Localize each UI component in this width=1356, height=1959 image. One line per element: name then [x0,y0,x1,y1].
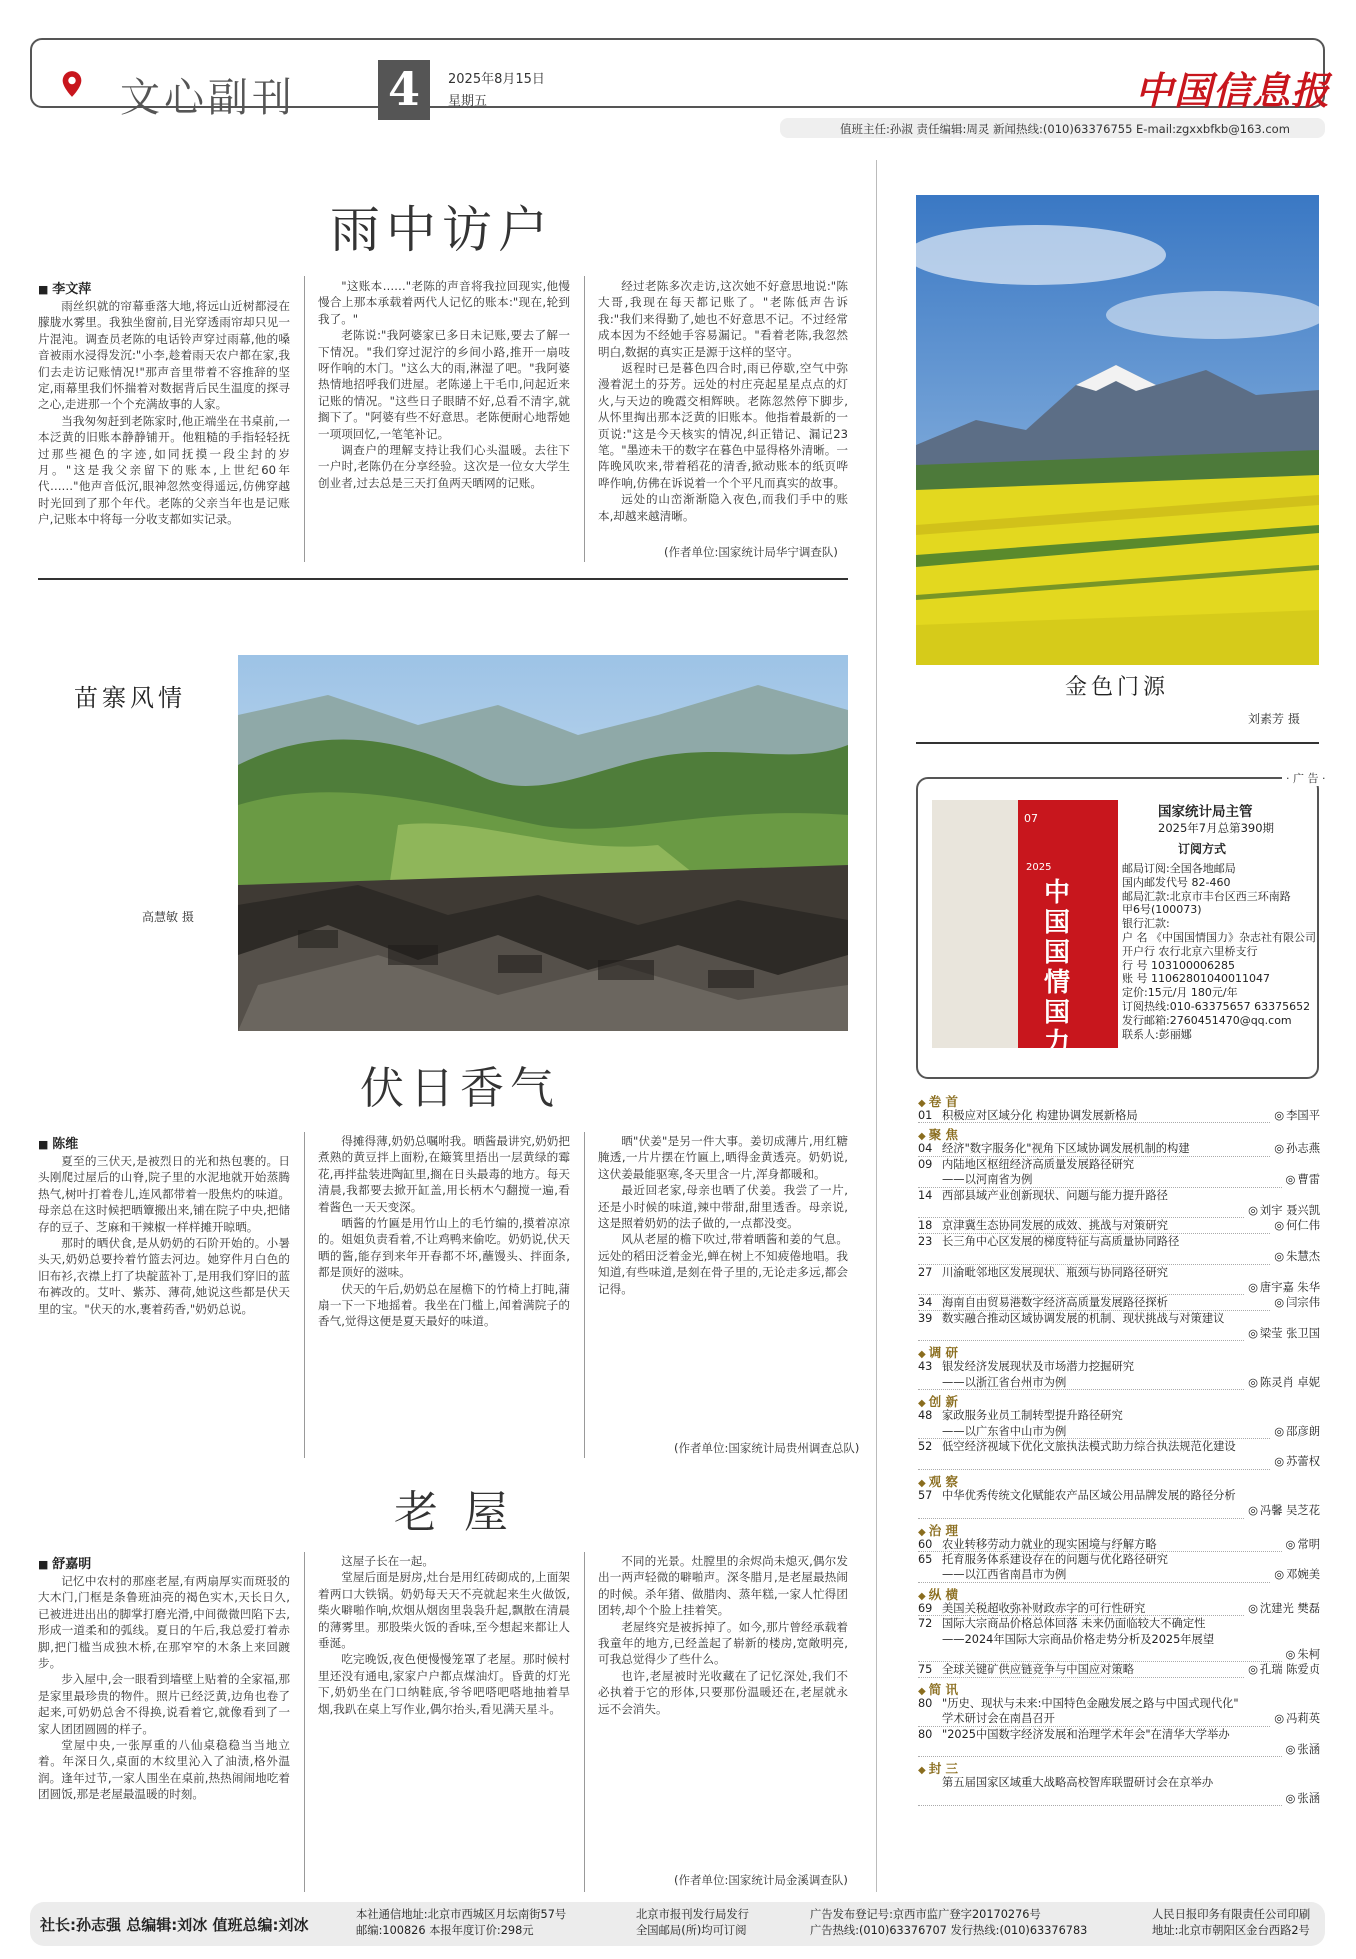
toc-author: ◎ 朱柯 [1282,1647,1320,1662]
toc-entry [918,1616,1320,1631]
toc-title: 学术研讨会在南昌召开 [942,1712,1055,1726]
ad-issue-info: 2025年7月总第390期 [1158,821,1275,835]
ad-line: 甲6号(100073) [1122,903,1202,917]
paragraph: 吃完晚饭,夜色便慢慢笼罩了老屋。那时候村里还没有通电,家家户户都点煤油灯。昏黄的灯光下,奶奶坐在门口纳鞋底,爷爷吧嗒吧嗒地抽着旱烟,我趴在桌上写作业,偶尔抬头,看见满天星斗。 [318,1652,570,1716]
paragraph: 伏天的午后,奶奶总在屋檐下的竹椅上打盹,蒲扇一下一下地摇着。我坐在门槛上,闻着满院子的香气,觉得这便是夏天最好的味道。 [318,1281,570,1329]
toc-page-number: 75 [918,1663,933,1677]
article2-column-1 [38,1153,290,1455]
article1-column-1 [38,298,290,560]
toc-section-heading: ◆ 创 新 [918,1392,1320,1408]
toc-page-number: 80 [918,1696,933,1710]
toc-entry [918,1234,1320,1249]
toc-entry [918,1408,1320,1423]
paragraph: 堂屋后面是厨房,灶台是用红砖砌成的,上面架着两口大铁锅。奶奶每天天不亮就起来生火做饭,柴火噼啪作响,炊烟从烟囱里袅袅升起,飘散在清晨的薄雾里。那股柴火饭的香味,至今想起来都让人垂涎。 [318,1570,570,1651]
toc-entry [918,1439,1320,1454]
toc-title: ——以河南省为例 [942,1173,1033,1187]
article3-byline: ■ 舒嘉明 [38,1553,91,1572]
article3-column-1 [38,1573,290,1891]
toc-entry [918,1662,1320,1677]
paragraph: 夏至的三伏天,是被烈日的光和热包裹的。日头刚爬过屋后的山脊,院子里的水泥地就开始蒸腾热气,树叶打着卷儿,连风都带着一股焦灼的味道。母亲总在这时候把晒簟搬出来,铺在院子中央,把储存的豆子、芝麻和干辣椒一样样摊开晾晒。 [38,1154,290,1234]
magazine-back-cover [932,800,1020,1048]
toc-title: 国际大宗商品价格总体回落 未来仍面临较大不确定性 [942,1617,1206,1631]
toc-page-number: 80 [918,1727,933,1741]
paragraph: 记忆中农村的那座老屋,有两扇厚实而斑驳的大木门,门框是条鲁班油亮的褐色实木,天长日久,已被进进出出的脚掌打磨光滑,中间微微凹陷下去,形成一道柔和的弧线。夏日的午后,我总爱打着赤脚,把门槛当成独木桥,在那窄窄的木条上来回踱步。 [38,1574,290,1671]
toc-page-number: 52 [918,1440,933,1454]
toc-page-number: 48 [918,1409,933,1423]
paragraph: 步入屋中,会一眼看到墙壁上贴着的全家福,那是家里最珍贵的物件。照片已经泛黄,边角也卷了起来,可奶奶总舍不得换,说看着它,就像看到了一家人团团圆圆的样子。 [38,1672,290,1736]
toc-entry [918,1265,1320,1280]
article1-column-3 [598,278,848,540]
ad-tag: · 广 告 · [1282,770,1329,786]
toc-page-number: 27 [918,1265,933,1279]
toc-title: 西部县域产业创新现状、问题与能力提升路径 [942,1188,1168,1202]
toc-page-number: 34 [918,1296,933,1310]
ad-order-details [1122,862,1317,1041]
article2-byline: ■ 陈维 [38,1133,78,1152]
photo1-credit: 高慧敏 摄 [142,910,194,924]
toc-section-heading: ◆ 卷 首 [918,1092,1320,1108]
toc-author: ◎ 陈灵肖 卓妮 [1244,1375,1320,1390]
toc-entry [918,1172,1320,1187]
photo1-title: 苗寨风情 [74,684,186,712]
toc-title: 托育服务体系建设存在的问题与优化路径研究 [942,1552,1168,1566]
paragraph: 晒"伏姜"是另一件大事。姜切成薄片,用红糖腌透,一片片摆在竹匾上,晒得金黄透亮。奶奶说,这伏姜最能驱寒,冬天里含一片,浑身都暖和。 [598,1134,848,1181]
toc-entry [918,1488,1320,1503]
toc-entry [918,1359,1320,1374]
toc-author: ◎ 孔瑞 陈爱贞 [1244,1662,1320,1677]
toc-entry [918,1280,1320,1295]
issue-date: 2025年8月15日 [448,72,545,87]
ad-line: 开户行 农行北京六里桥支行 [1122,944,1258,958]
footer-address-1: 本社通信地址:北京市西城区月坛南街57号 [356,1908,567,1921]
masthead-logo: 中国信息报 [1135,68,1331,113]
golden-menyuan-photo [916,195,1319,665]
toc-author: ◎ 张涵 [1282,1742,1320,1757]
toc-author: ◎ 张涵 [1282,1791,1320,1806]
toc-entry [918,1775,1320,1790]
paragraph: 也许,老屋被时光收藏在了记忆深处,我们不必执着于它的形体,只要那份温暖还在,老屋就永远不会消失。 [598,1668,848,1716]
paragraph: 不同的光景。灶膛里的余烬尚未熄灭,偶尔发出一两声轻微的噼啪声。深冬腊月,是老屋最热闹的时候。杀年猪、做腊肉、蒸年糕,一家人忙得团团转,却个个脸上挂着笑。 [598,1554,848,1618]
ad-line: 账 号 11062801040011047 [1122,972,1270,986]
paragraph: 远处的山峦渐渐隐入夜色,而我们手中的账本,却越来越清晰。 [598,492,848,523]
article1-column-2 [318,278,570,562]
footer-ad-1: 广告发布登记号:京西市监广登字20170276号 [810,1908,1041,1921]
toc-page-number: 57 [918,1488,933,1502]
toc-author: ◎ 孙志燕 [1270,1141,1320,1156]
toc-title: 川渝毗邻地区发展现状、瓶颈与协同路径研究 [942,1265,1168,1279]
toc-entry [918,1295,1320,1310]
paragraph: 得摊得薄,奶奶总嘱咐我。晒酱最讲究,奶奶把煮熟的黄豆拌上面粉,在簸箕里捂出一层黄绿的霉花,再拌盐装进陶缸里,搁在日头最毒的地方。每天清晨,我都要去掀开缸盖,用长柄木勺翻搅一遍,看着酱色一天天变深。 [318,1134,570,1214]
paragraph: 那时的晒伏食,是从奶奶的石阶开始的。小暑头天,奶奶总要拎着竹篮去河边。她穿件月白色的旧布衫,衣襟上打了块靛蓝补丁,是用我们穿旧的蓝布裤改的。艾叶、紫苏、薄荷,她说这些都是伏天里的宝。"伏天的水,裹着药香,"奶奶总说。 [38,1236,290,1316]
article2-headline: 伏日香气 [360,1063,560,1114]
footer-ad-2: 广告热线:(010)63376707 发行热线:(010)63376783 [810,1924,1088,1937]
ad-line: 银行汇款: [1122,917,1170,931]
toc-author: ◎ 邓婉美 [1270,1567,1320,1582]
toc-title: 第五届国家区域重大战略高校智库联盟研讨会在京举办 [942,1776,1214,1790]
toc-page-number: 39 [918,1311,933,1325]
toc-entry [918,1424,1320,1439]
article2-author-note: (作者单位:国家统计局贵州调查总队) [674,1441,860,1455]
ad-line: 邮局订阅:全国各地邮局 [1122,862,1236,875]
toc-entry [918,1552,1320,1567]
section-title: 文心副刊 [120,75,296,121]
toc-entry [918,1188,1320,1203]
toc-page-number: 01 [918,1109,933,1122]
toc-page-number: 04 [918,1142,933,1156]
toc-title: 美国关税超收弥补财政赤字的可行性研究 [942,1601,1146,1615]
paragraph: 雨丝织就的帘幕垂落大地,将远山近树都浸在朦胧水雾里。我独坐窗前,目光穿透雨帘却只见一片混沌。调查员老陈的电话铃声穿过雨幕,他的嗓音被雨水浸得发沉:"小李,趁着雨天农户都在家,我们去走访记账情况!"那声音里带着不容推辞的坚定,雨幕里我们怀揣着对数据背后民生温度的探寻之心,走进那一个个充满故事的人家。 [38,299,290,412]
toc-title: ——以江西省南昌市为例 [942,1568,1067,1582]
ad-line: 订阅热线:010-63375657 63375652 [1122,999,1311,1013]
magazine-table-of-contents [918,1090,1320,1806]
toc-entry [918,1141,1320,1156]
article3-column-2 [318,1553,570,1891]
toc-author: ◎ 李国平 [1270,1108,1320,1123]
toc-entry [918,1108,1320,1123]
paragraph: "这账本……"老陈的声音将我拉回现实,他慢慢合上那本承载着两代人记忆的账本:"现在,轮到我了。" [318,279,570,326]
toc-entry [918,1218,1320,1233]
paragraph: 调查户的理解支持让我们心头温暖。去往下一户时,老陈仍在分享经验。这次是一位女大学生创业者,过去总是三天打鱼两天晒网的记账。 [318,443,570,490]
toc-entry [918,1727,1320,1742]
article3-headline: 老 屋 [394,1487,514,1538]
footer-dist-1: 北京市报刊发行局发行 [636,1908,749,1921]
toc-author: ◎ 冯莉英 [1270,1711,1320,1726]
toc-entry [918,1311,1320,1326]
toc-author: ◎ 闫宗伟 [1270,1295,1320,1310]
footer-print-2: 地址:北京市朝阳区金台西路2号 [1152,1924,1310,1937]
article1-headline: 雨中访户 [330,201,554,259]
toc-title: ——以广东省中山市为例 [942,1424,1067,1438]
paragraph: 最近回老家,母亲也晒了伏姜。我尝了一片,还是小时候的味道,辣中带甜,甜里透香。母亲说,这是照着奶奶的法子做的,一点都没变。 [598,1183,848,1231]
issue-weekday: 星期五 [448,94,488,109]
page-number: 4 [378,60,430,120]
toc-title: ——以浙江省台州市为例 [942,1375,1067,1389]
toc-author: ◎ 邵彦朗 [1270,1424,1320,1439]
ad-line: 国内邮发代号 82-460 [1122,875,1231,889]
toc-entry [918,1157,1320,1172]
toc-page-number: 69 [918,1601,933,1615]
toc-section-heading: ◆ 聚 焦 [918,1125,1320,1141]
toc-author: ◎ 梁莹 张卫国 [1244,1326,1320,1341]
toc-entry [918,1601,1320,1616]
toc-title: 海南自由贸易港数字经济高质量发展路径探析 [942,1296,1168,1310]
toc-entry [918,1326,1320,1341]
photo2-credit: 刘素芳 摄 [1248,712,1300,726]
magazine-issue: 07 [1024,812,1038,825]
toc-page-number: 65 [918,1552,933,1566]
toc-page-number: 43 [918,1360,933,1374]
article3-author-note: (作者单位:国家统计局金溪调查队) [674,1873,848,1887]
toc-section-heading: ◆ 观 察 [918,1472,1320,1488]
toc-author: ◎ 刘宇 聂兴凯 [1244,1203,1320,1218]
toc-author: ◎ 苏蕾权 [1270,1454,1320,1469]
toc-section-heading: ◆ 封 三 [918,1759,1320,1775]
toc-entry [918,1537,1320,1552]
toc-page-number: 72 [918,1617,933,1631]
toc-title: 经济"数字服务化"视角下区域协调发展机制的构建 [942,1142,1190,1156]
toc-author: ◎ 唐宇嘉 朱华 [1244,1280,1320,1295]
toc-entry [918,1454,1320,1469]
toc-title: 家政服务业员工制转型提升路径研究 [942,1409,1123,1423]
toc-entry [918,1249,1320,1264]
toc-entry [918,1647,1320,1662]
toc-section-heading: ◆ 调 研 [918,1343,1320,1359]
paragraph: 老屋终究是被拆掉了。如今,那片曾经承载着我童年的地方,已经盖起了崭新的楼房,宽敞明亮,可我总觉得少了些什么。 [598,1619,848,1667]
toc-title: 长三角中心区发展的梯度特征与高质量协同路径 [942,1234,1180,1248]
miao-village-photo [238,655,848,1031]
article3-column-3 [598,1553,848,1869]
toc-author: ◎ 何仁伟 [1270,1218,1320,1233]
toc-entry [918,1742,1320,1757]
toc-section-heading: ◆ 纵 横 [918,1585,1320,1601]
toc-title: "历史、现状与未来:中国特色金融发展之路与中国式现代化" [942,1696,1239,1710]
toc-title: "2025中国数字经济发展和治理学术年会"在清华大学举办 [942,1727,1230,1741]
ad-line: 发行邮箱:2760451470@qq.com [1122,1013,1292,1027]
article2-column-2 [318,1133,570,1455]
ad-line: 邮局汇款:北京市丰台区西三环南路 [1122,889,1291,903]
toc-author: ◎ 沈建光 樊磊 [1244,1601,1320,1616]
photo2-title: 金色门源 [1065,675,1170,700]
toc-entry [918,1791,1320,1806]
toc-title: 数实融合推动区域协调发展的机制、现状挑战与对策建议 [942,1311,1225,1325]
article1-author-note: (作者单位:国家统计局华宁调查队) [664,545,838,559]
ad-line: 户 名 《中国国情国力》杂志社有限公司 [1122,930,1316,944]
toc-title: 银发经济发展现状及市场潜力挖掘研究 [942,1360,1135,1374]
magazine-year: 2025 [1026,862,1052,873]
toc-entry [918,1203,1320,1218]
ad-order-title: 订阅方式 [1178,842,1227,856]
paragraph: 经过老陈多次走访,这次她不好意思地说:"陈大哥,我现在每天都记账了。"老陈低声告诉我:"我们来得勤了,她也不好意思不记。不过经常成本因为不经她手容易漏记。"看着老陈,我忽然明白,数据的真实正是源于这样的坚守。 [598,279,848,359]
article2-column-3 [598,1133,848,1437]
ad-line: 行 号 103100006285 [1122,958,1235,972]
toc-page-number: 09 [918,1157,933,1171]
article1-byline: ■ 李文萍 [38,278,91,297]
magazine-title: 中国国情国力 [1044,878,1071,1058]
paragraph: 堂屋中央,一张厚重的八仙桌稳稳当当地立着。年深日久,桌面的木纹里沁入了油渍,格外温润。逢年过节,一家人围坐在桌前,热热闹闹地吃着团圆饭,那是老屋最温暖的时刻。 [38,1738,290,1802]
toc-author: ◎ 朱慧杰 [1270,1249,1320,1264]
toc-title: 农业转移劳动力就业的现实困境与纾解方略 [942,1537,1157,1551]
toc-title: 中华优秀传统文化赋能农产品区域公用品牌发展的路径分析 [942,1488,1236,1502]
toc-author: ◎ 冯馨 吴芝花 [1244,1503,1320,1518]
location-pin-icon [58,70,86,98]
paragraph: 这屋子长在一起。 [341,1554,434,1568]
ad-line: 联系人:彭丽娜 [1122,1027,1192,1041]
editor-line: 值班主任:孙淑 责任编辑:周灵 新闻热线:(010)63376755 E-mail:zgxxbfkb@163.com [840,122,1290,136]
ad-line: 定价:15元/月 180元/年 [1122,986,1238,1000]
paragraph: 返程时已是暮色四合时,雨已停歇,空气中弥漫着泥土的芬芳。远处的村庄亮起星星点点的灯火,与天边的晚霞交相辉映。老陈忽然停下脚步,从怀里掏出那本泛黄的旧账本。他指着最新的一页说:"这是今天核实的情况,纠正错记、漏记23笔。"墨迹未干的数字在暮色中显得格外清晰。一阵晚风吹来,带着稻花的清香,掀动账本的纸页哗哗作响,仿佛在诉说着一个个平凡而真实的故事。 [598,361,848,490]
toc-title: 低空经济视域下优化文旅执法模式助力综合执法规范化建设 [942,1440,1236,1454]
toc-entry [918,1632,1320,1647]
toc-author: ◎ 曹雷 [1282,1172,1320,1187]
toc-entry [918,1503,1320,1518]
toc-section-heading: ◆ 治 理 [918,1521,1320,1537]
footer-print-1: 人民日报印务有限责任公司印刷 [1152,1908,1311,1921]
toc-page-number: 14 [918,1188,933,1202]
toc-section-heading: ◆ 简 讯 [918,1680,1320,1696]
toc-entry [918,1696,1320,1711]
footer-address-2: 邮编:100826 本报年度订价:298元 [356,1924,534,1937]
toc-page-number: 60 [918,1537,933,1551]
toc-title: 京津冀生态协同发展的成效、挑战与对策研究 [942,1219,1168,1233]
toc-title: 内陆地区枢纽经济高质量发展路径研究 [942,1157,1135,1171]
paragraph: 当我匆匆赶到老陈家时,他正端坐在书桌前,一本泛黄的旧账本静静铺开。他粗糙的手指轻轻抚过那些褪色的字迹,如同抚摸一段尘封的岁月。"这是我父亲留下的账本,上世纪60年代……"他声音低沉,眼神忽然变得遥远,仿佛穿越时光回到了那个年代。老陈的父亲当年也是记账户,记账本中将每一分收支都如实记录。 [38,413,290,527]
footer-staff: 社长:孙志强 总编辑:刘冰 值班总编:刘冰 [40,1916,309,1934]
paragraph: 老陈说:"我阿婆家已多日未记账,要去了解一下情况。"我们穿过泥泞的乡间小路,推开一扇吱呀作响的木门。"这么大的雨,淋湿了吧。"我阿婆热情地招呼我们进屋。老陈递上干毛巾,问起近来记账的情况。"这些日子眼睛不好,总看不清字,就搁下了。"阿婆有些不好意思。老陈便耐心地帮她一项项回忆,一笔笔补记。 [318,328,570,441]
toc-page-number: 23 [918,1234,933,1248]
toc-title: ——2024年国际大宗商品价格走势分析及2025年展望 [942,1632,1215,1646]
toc-entry [918,1567,1320,1582]
paragraph: 晒酱的竹匾是用竹山上的毛竹编的,摸着凉凉的。姐姐负责看着,不让鸡鸭来偷吃。奶奶说,伏天晒的酱,能存到来年开春都不坏,蘸馒头、拌面条,都是顶好的滋味。 [318,1216,570,1280]
ad-publisher: 国家统计局主管 [1158,804,1253,820]
footer-dist-2: 全国邮局(所)均可订阅 [636,1924,747,1937]
magazine-cover [1018,800,1118,1058]
toc-title: 全球关键矿供应链竞争与中国应对策略 [942,1663,1135,1677]
paragraph: 风从老屋的檐下吹过,带着晒酱和姜的气息。远处的稻田泛着金光,蝉在树上不知疲倦地唱。我知道,有些味道,是刻在骨子里的,无论走多远,都会记得。 [598,1232,848,1296]
toc-page-number: 18 [918,1219,933,1233]
toc-entry [918,1711,1320,1726]
toc-title: 积极应对区域分化 构建协调发展新格局 [942,1109,1138,1122]
toc-entry [918,1375,1320,1390]
toc-author: ◎ 常明 [1282,1537,1320,1552]
